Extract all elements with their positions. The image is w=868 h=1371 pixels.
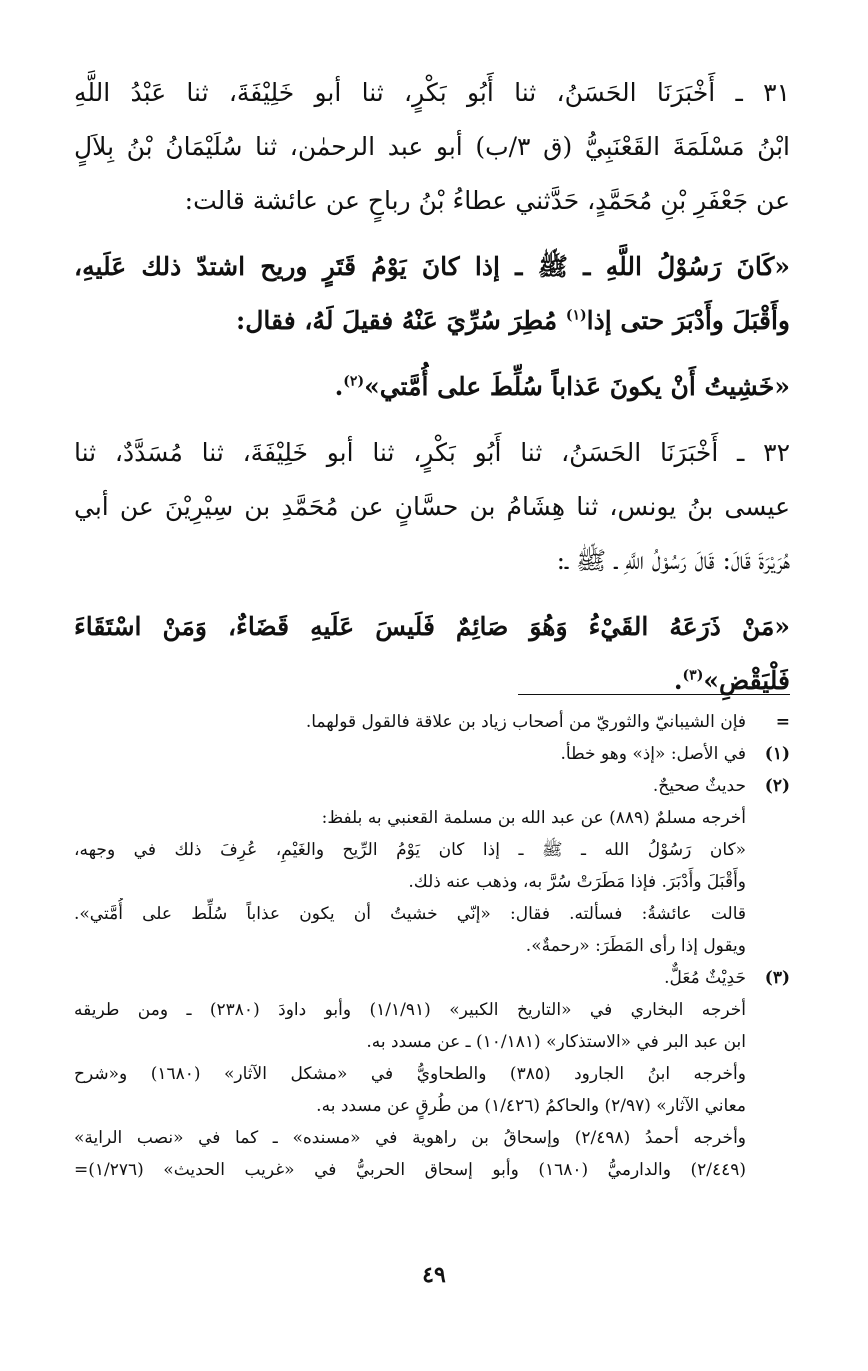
footnote-1	[74, 738, 790, 770]
hadith-31-line-1: ٣١ ـ أَخْبَرَنَا الحَسَنُ، ثنا أَبُو بَكْرٍ، ثنا أبو خَلِيْفَةَ، ثنا عَبْدُ اللَّهِ	[74, 78, 790, 107]
hadith-31-matn-line-1: «كَانَ رَسُوْلُ اللَّهِ ـ ﷺ ـ إذا كانَ يَوْمُ قَتَرٍ وريح اشتدّ ذلك عَلَيهِ،	[74, 252, 790, 281]
footnote-line: أخرجه البخاري في «التاريخ الكبير» (١/١/٩١) وأبو داودَ (٢٣٨٠) ـ ومن طريقه	[74, 1000, 746, 1020]
footnote-line: ابن عبد البر في «الاستذكار» (١٠/١٨١) ـ عن مسدد به.	[366, 1032, 746, 1052]
hadith-31-line-3: عن جَعْفَرِ بْنِ مُحَمَّدٍ، حَدَّثني عطاءُ بْنُ رباحٍ عن عائشة قالت:	[184, 186, 790, 215]
footnote-line: معاني الآثار» (٢/٩٧) والحاكمُ (١/٤٢٦) من طُرقٍ عن مسدد به.	[316, 1096, 746, 1116]
footnote-ref-2: (٢)	[343, 373, 365, 390]
footnote-separator	[518, 694, 790, 695]
footnote-line: (٢/٤٤٩) والدارميُّ (١٦٨٠) وأبو إسحاق الحربيُّ في «غريب الحديث» (١/٢٧٦)=	[74, 1160, 746, 1180]
footnote-3	[74, 962, 790, 1186]
footnote-2	[74, 770, 790, 962]
footnote-line: أخرجه مسلمٌ (٨٨٩) عن عبد الله بن مسلمة القعنبي به بلفظ:	[321, 808, 746, 828]
page-number: ٤٩	[422, 1262, 446, 1288]
hadith-31-matn-line-2	[74, 294, 790, 348]
hadith-32-matn-line-1: «مَنْ ذَرَعَهُ القَيْءُ وَهُوَ صَائِمٌ فَلَيسَ عَلَيهِ قَضَاءٌ، وَمَنْ اسْتَقَاءَ	[74, 612, 790, 641]
footnote-ref-3: (٣)	[682, 667, 704, 684]
footnote-ref-1: (١)	[565, 307, 587, 324]
footnotes	[74, 706, 790, 1186]
hadith-32-line-2: عيسى بنُ يونس، ثنا هِشَامُ بن حسَّانٍ عن مُحَمَّدِ بن سِيْرِيْنَ عن أبي	[74, 492, 790, 521]
footnote-line: وأخرجه أحمدُ (٢/٤٩٨) وإسحاقُ بن راهوية في «مسنده» ـ كما في «نصب الراية»	[74, 1128, 746, 1148]
hadith-32-line-3: هُرَيْرَةَ قَالَ: قَالَ رَسُوْلُ اللَّهِ ـ ﷺ ـ:	[556, 546, 790, 575]
footnote-line: حَدِيْثٌ مُعَلٌّ.	[664, 968, 746, 988]
hadith-31-line-2: ابْنُ مَسْلَمَةَ القَعْنَبِيُّ (ق ٣/ب) أبو عبد الرحمٰن، ثنا سُلَيْمَانُ بْنُ بِلاَلٍ	[74, 132, 790, 161]
footnote-mark: =	[775, 712, 790, 732]
footnote-mark: (١)	[764, 744, 790, 764]
footnote-line: ويقول إذا رأى المَطَرَ: «رحمةٌ».	[525, 936, 746, 956]
footnote-line: في الأصل: «إذ» وهو خطأ.	[560, 744, 746, 764]
hadith-32-matn-line-2: فَلْيَقْضِ»$^{(٣)}$.	[673, 666, 790, 695]
main-text	[74, 66, 790, 708]
footnote-line: وأخرجه ابنُ الجارود (٣٨٥) والطحاويُّ في «مشكل الآثار» (١٦٨٠) و«شرح	[74, 1064, 746, 1084]
hadith-31-matn-part-a: وأَقْبَلَ وأَدْبَرَ حتى إذا	[586, 306, 790, 335]
footnote-line: قالت عائشةُ: فسألته. فقال: «إنّي خشيتُ أن يكون عذاباً سُلِّط على أُمَّتي».	[74, 904, 746, 924]
hadith-31-quote: «خَشِيتُ أَنْ يكونَ عَذاباً سُلِّطَ على أُمَّتي»$^{(٢)}$.	[334, 372, 790, 401]
hadith-31-matn-part-b: مُطِرَ سُرِّيَ عَنْهُ فقيلَ لَهُ، فقال:	[236, 306, 566, 335]
footnote-continuation	[74, 706, 790, 738]
footnote-mark: (٣)	[764, 968, 790, 988]
footnote-line: «كان رَسُوْلُ الله ـ ﷺ ـ إذا كان يَوْمُ الرِّيح والغَيْمِ، عُرِفَ ذلك في وجهه،	[74, 840, 746, 860]
hadith-32-matn-text: فَلْيَقْضِ»	[703, 666, 790, 695]
hadith-32-line-1: ٣٢ ـ أَخْبَرَنَا الحَسَنُ، ثنا أَبُو بَكْرٍ، ثنا أبو خَلِيْفَةَ، ثنا مُسَدَّدٌ، ثنا	[74, 438, 790, 467]
footnote-line: وأَقْبَلَ وأَدْبَرَ. فإذا مَطَرَتْ سُرَّ به، وذهب عنه ذلك.	[408, 872, 746, 892]
footnote-line: فإن الشيبانيّ والثوريّ من أصحاب زياد بن علاقة فالقول قولهما.	[305, 712, 746, 732]
footnote-line: حديثٌ صحيحٌ.	[652, 776, 746, 796]
hadith-31-quote-text: «خَشِيتُ أَنْ يكونَ عَذاباً سُلِّطَ على أُمَّتي»	[364, 372, 790, 401]
footnote-mark: (٢)	[764, 776, 790, 796]
